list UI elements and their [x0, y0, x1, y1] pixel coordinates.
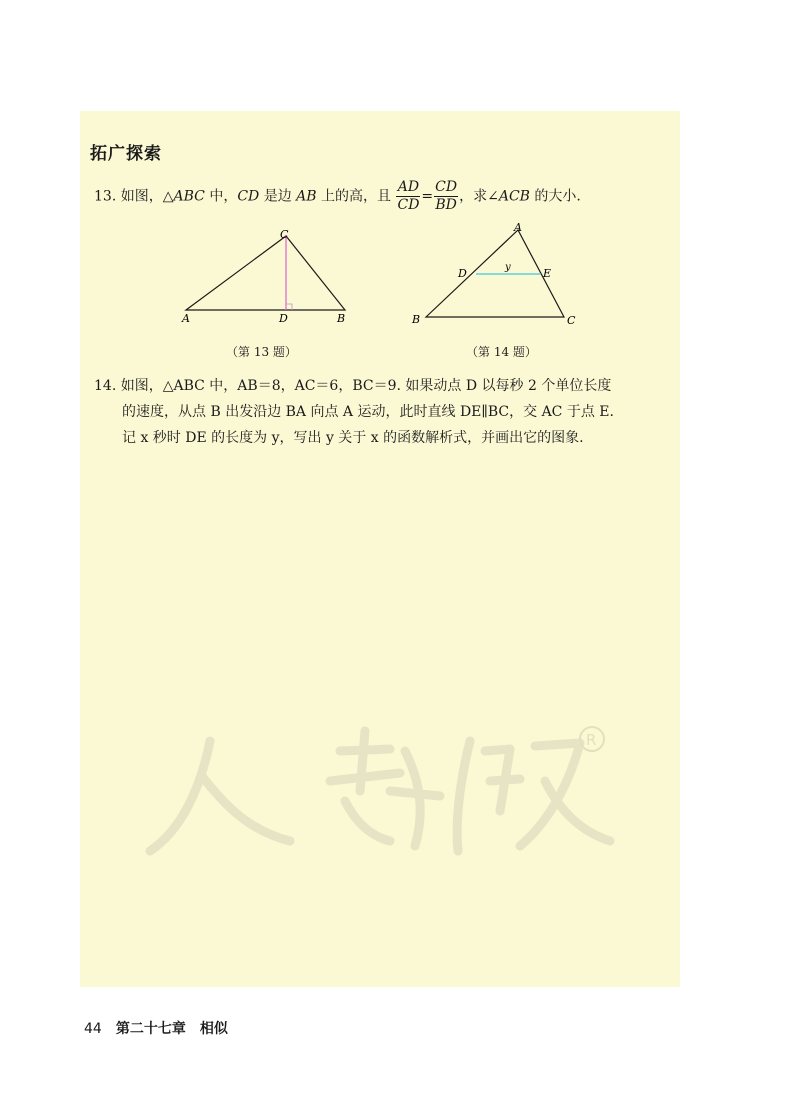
label-a: A — [182, 312, 190, 325]
question-14 — [94, 373, 674, 451]
page-number: 44 — [84, 1021, 102, 1037]
fraction-2-numerator: CD — [435, 179, 458, 195]
svg-text:R: R — [586, 731, 597, 749]
fraction-2-denominator: BD — [435, 197, 457, 213]
label-b: B — [337, 312, 346, 325]
q13-cd: CD — [237, 188, 260, 205]
question-13 — [94, 179, 581, 214]
q13-ab: AB — [296, 188, 317, 205]
q14-line-2: 的速度，从点 B 出发沿边 BA 向点 A 运动，此时直线 DE∥BC，交 AC 于点 E. — [122, 404, 614, 420]
q13-number: 13. — [94, 188, 117, 205]
q13-text-d: 上的高，且 — [316, 188, 392, 205]
q13-text-a: 如图，△ — [120, 188, 174, 205]
figure-14 — [406, 219, 586, 329]
label-y: y — [505, 262, 511, 273]
section-title: 拓广探索 — [90, 144, 162, 164]
fraction-1-numerator: AD — [397, 179, 420, 195]
figure-14-caption: （第 14 题） — [466, 345, 537, 359]
q14-line-3: 记 x 秒时 DE 的长度为 y，写出 y 关于 x 的函数解析式，并画出它的图象. — [122, 430, 584, 446]
label-d: D — [279, 312, 288, 325]
triangle-abc — [186, 236, 345, 310]
label-d: D — [458, 267, 467, 280]
page-footer — [84, 1018, 228, 1038]
label-c: C — [567, 314, 576, 327]
equals-sign: = — [421, 188, 434, 205]
fraction-cd-bd — [434, 179, 458, 214]
q13-text-c: 是边 — [259, 188, 297, 205]
q13-acb: ACB — [498, 188, 530, 205]
label-a: A — [514, 221, 522, 234]
fraction-ad-cd — [396, 179, 420, 214]
fraction-1-denominator: CD — [397, 197, 420, 213]
publisher-watermark-logo — [140, 721, 620, 861]
chapter-title: 第二十七章 相似 — [115, 1021, 228, 1037]
figure-13-caption: （第 13 题） — [226, 345, 297, 359]
q14-line-1: 14. 如图，△ABC 中，AB＝8，AC＝6，BC＝9. 如果动点 D 以每秒 2 个单位长度 — [94, 378, 612, 394]
label-e: E — [543, 267, 552, 280]
right-angle-mark — [286, 304, 292, 310]
figure-13 — [180, 229, 360, 329]
label-c: C — [280, 229, 289, 241]
q13-text-e: ，求∠ — [459, 188, 499, 205]
q13-text-f: 的大小. — [529, 188, 581, 205]
content-panel — [80, 111, 680, 987]
q13-abc: ABC — [173, 188, 205, 205]
q13-text-b: 中， — [204, 188, 238, 205]
label-b: B — [412, 313, 421, 326]
